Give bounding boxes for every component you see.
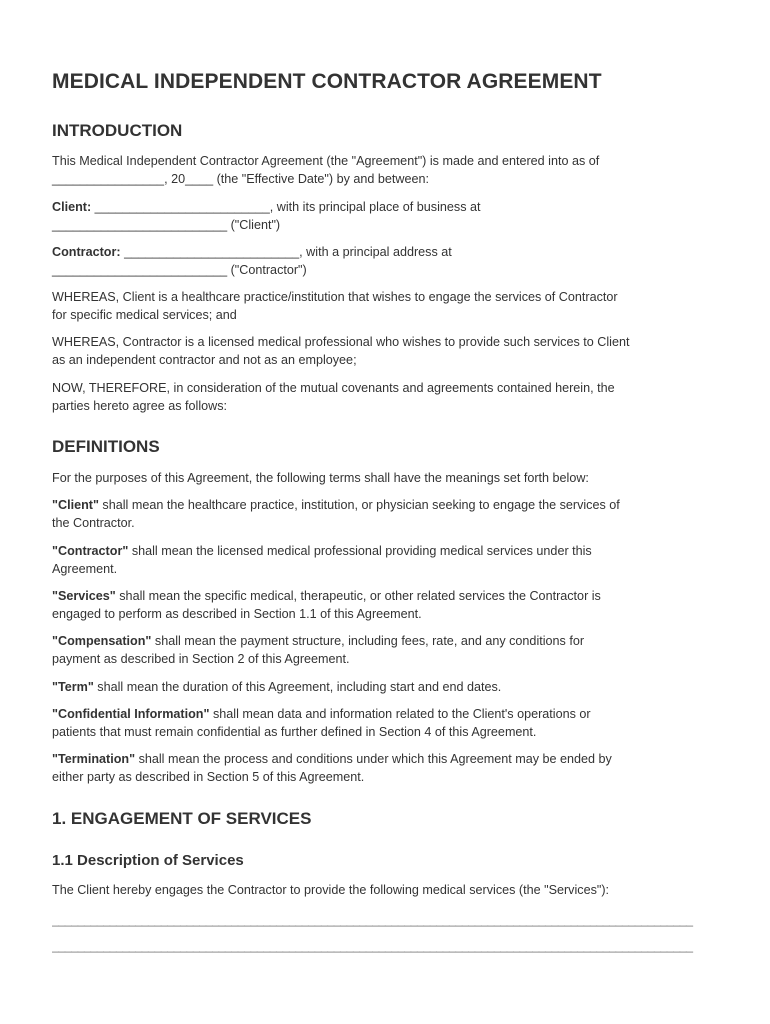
definition-services — [52, 587, 717, 624]
contractor-line-2: _________________________ ("Contractor") — [52, 263, 307, 278]
definition-text-line-2: the Contractor. — [52, 516, 135, 531]
definition-confidential-information — [52, 705, 717, 742]
definition-text-line-1: shall mean the specific medical, therapeutic, or other related services the Contractor is — [115, 589, 601, 603]
definition-compensation — [52, 632, 717, 669]
contractor-line-1: _________________________, with a principal address at — [120, 245, 452, 259]
definition-text-line-1: shall mean the healthcare practice, institution, or physician seeking to engage the services of — [98, 498, 620, 512]
definition-text-line-1: shall mean data and information related to the Client's operations or — [209, 707, 591, 721]
definition-text-line-1: shall mean the payment structure, including fees, rate, and any conditions for — [151, 634, 585, 648]
engagement-heading: 1. ENGAGEMENT OF SERVICES — [52, 809, 312, 828]
definition-text-line-1: shall mean the licensed medical professional providing medical services under this — [128, 544, 592, 558]
client-party-paragraph — [52, 198, 717, 235]
description-of-services-heading: 1.1 Description of Services — [52, 852, 244, 869]
introduction-heading: INTRODUCTION — [52, 121, 183, 140]
definition-term: "Contractor" — [52, 544, 129, 558]
definition-client — [52, 496, 717, 533]
definition-term: "Termination" — [52, 752, 136, 766]
definition-text-line-2: engaged to perform as described in Section 1.1 of this Agreement. — [52, 607, 422, 622]
whereas-contractor-line-1: WHEREAS, Contractor is a licensed medical professional who wishes to provide such services to Client — [52, 335, 630, 349]
definition-contractor — [52, 542, 717, 579]
definition-text-line-1: shall mean the duration of this Agreement, including start and end dates. — [93, 680, 502, 694]
definitions-heading: DEFINITIONS — [52, 437, 160, 456]
whereas-contractor-paragraph — [52, 333, 717, 370]
definition-text-line-1: shall mean the process and conditions under which this Agreement may be ended by — [135, 752, 612, 766]
definition-term: "Confidential Information" — [52, 707, 210, 721]
opening-line-2: ________________, 20____ (the "Effective Date") by and between: — [52, 172, 430, 187]
document-title: MEDICAL INDEPENDENT CONTRACTOR AGREEMENT — [52, 70, 602, 93]
whereas-client-paragraph — [52, 288, 717, 325]
definition-text-line-2: patients that must remain confidential as further defined in Section 4 of this Agreement. — [52, 725, 537, 740]
services-blank-line: ____________________________________________________________________________________________________ — [52, 913, 693, 927]
services-blank-line: ____________________________________________________________________________________________________ — [52, 939, 693, 953]
opening-paragraph — [52, 152, 717, 189]
definitions-intro: For the purposes of this Agreement, the following terms shall have the meanings set forth below: — [52, 471, 589, 485]
definition-term-duration — [52, 678, 717, 696]
definition-term: "Compensation" — [52, 634, 152, 648]
whereas-client-line-2: for specific medical services; and — [52, 308, 237, 323]
definition-term: "Term" — [52, 680, 94, 694]
definition-text-line-2: Agreement. — [52, 562, 118, 577]
definition-termination — [52, 750, 717, 787]
client-label: Client: — [52, 200, 92, 214]
definition-term: "Client" — [52, 498, 99, 512]
whereas-client-line-1: WHEREAS, Client is a healthcare practice/institution that wishes to engage the services of Contractor — [52, 290, 618, 304]
whereas-contractor-line-2: as an independent contractor and not as an employee; — [52, 353, 357, 368]
contractor-party-paragraph — [52, 243, 717, 280]
now-therefore-paragraph — [52, 379, 717, 416]
services-intro-text: The Client hereby engages the Contractor to provide the following medical services (the "Services"): — [52, 883, 610, 897]
opening-line-1: This Medical Independent Contractor Agreement (the "Agreement") is made and entered into as of — [52, 154, 600, 168]
now-therefore-line-2: parties hereto agree as follows: — [52, 399, 228, 414]
definition-text-line-2: either party as described in Section 5 of this Agreement. — [52, 770, 365, 785]
now-therefore-line-1: NOW, THEREFORE, in consideration of the mutual covenants and agreements contained herein, the — [52, 381, 615, 395]
client-line-1: _________________________, with its principal place of business at — [91, 200, 481, 214]
client-line-2: _________________________ ("Client") — [52, 218, 281, 233]
contractor-label: Contractor: — [52, 245, 121, 259]
definition-term: "Services" — [52, 589, 116, 603]
definition-text-line-2: payment as described in Section 2 of this Agreement. — [52, 652, 350, 667]
